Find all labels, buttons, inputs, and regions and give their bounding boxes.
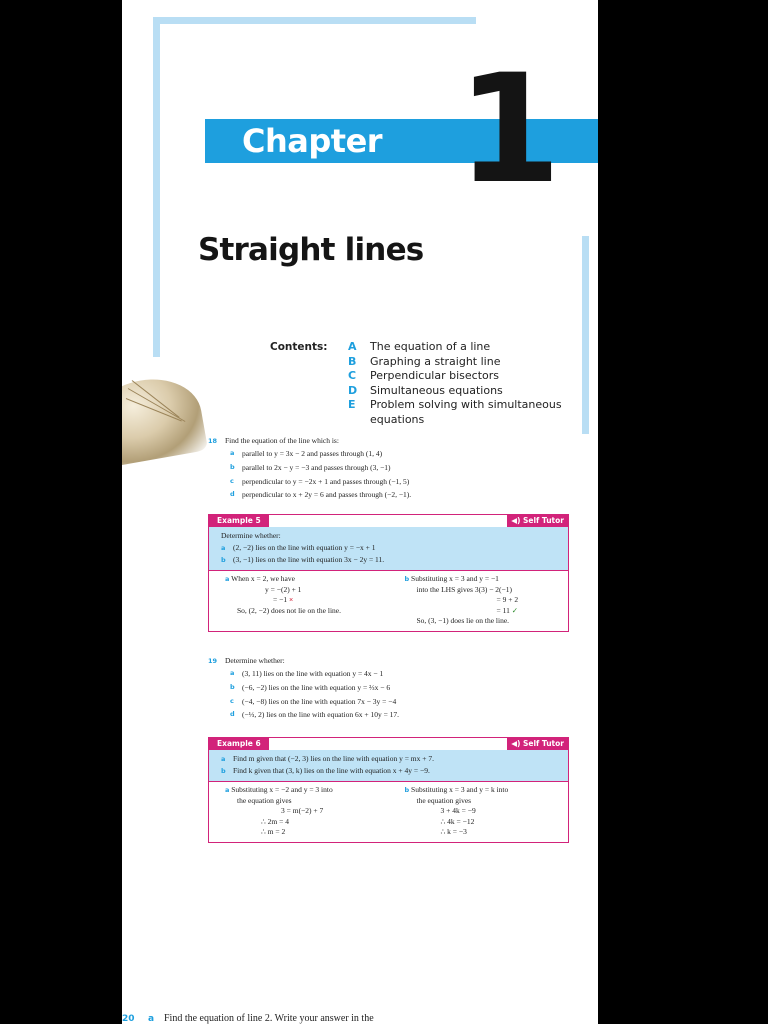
- question-part: b (−6, −2) lies on the line with equation y = ⅔x − 6: [230, 682, 391, 692]
- contents-list: [348, 340, 570, 427]
- question-part: a Find m given that (−2, 3) lies on the line with equation y = mx + 7.: [221, 754, 434, 763]
- question-number: 19: [208, 657, 218, 665]
- chapter-number: 1: [457, 43, 562, 217]
- example-solution: [209, 781, 568, 842]
- example-question: [209, 750, 568, 781]
- example-tag: Example 6: [209, 738, 269, 750]
- solution-b: b Substituting x = 3 and y = k into the equation gives 3 + 4k = −9 ∴ 4k = −12 ∴ k = −3: [404, 785, 509, 836]
- question-part: d perpendicular to x + 2y = 6 and passes through (−2, −1).: [230, 490, 412, 500]
- example-6-box: [208, 737, 569, 843]
- contents-item[interactable]: A The equation of a line: [348, 340, 491, 353]
- contents-item[interactable]: D Simultaneous equations: [348, 383, 503, 397]
- exercise-19: [208, 655, 399, 722]
- cover-frame-right: [582, 236, 589, 434]
- self-tutor-button[interactable]: ◀) Self Tutor: [507, 738, 568, 750]
- self-tutor-button[interactable]: ◀) Self Tutor: [507, 515, 568, 527]
- exercise-18: [208, 435, 411, 502]
- cover-frame-left: [153, 17, 160, 357]
- question-part: a (3, 11) lies on the line with equation y = 4x − 1: [230, 669, 384, 678]
- chapter-label: Chapter: [242, 122, 383, 160]
- solution-a: a Substituting x = −2 and y = 3 into the equation gives 3 = m(−2) + 7 ∴ 2m = 4 ∴ m = 2: [225, 785, 333, 836]
- contents-item[interactable]: B Graphing a straight line: [348, 354, 501, 368]
- right-margin: [598, 0, 768, 1024]
- exercise-20-partial: 20 a Find the equation of line 2. Write your answer in the: [122, 1013, 374, 1024]
- question-part: b (3, −1) lies on the line with equation 3x − 2y = 11.: [221, 555, 385, 564]
- question-part: d (−⅓, 2) lies on the line with equation 6x + 10y = 17.: [230, 710, 400, 720]
- question-part: b Find k given that (3, k) lies on the line with equation x + 4y = −9.: [221, 766, 430, 775]
- question-part: c (−4, −8) lies on the line with equation 7x − 3y = −4: [230, 696, 397, 706]
- question-part: b parallel to 2x − y = −3 and passes through (3, −1): [230, 462, 391, 472]
- cover-frame-top: [153, 17, 476, 24]
- shell-image: [122, 371, 208, 469]
- question-prompt: Determine whether:: [225, 656, 285, 665]
- solution-b: b Substituting x = 3 and y = −1 into the LHS gives 3(3) − 2(−1) = 9 + 2 = 11 ✓ So, (3, −1) does lie on the line.: [404, 574, 519, 625]
- contents-item[interactable]: E Problem solving with simultaneous equations: [348, 398, 562, 426]
- example-solution: [209, 570, 568, 631]
- question-part: a (2, −2) lies on the line with equation y = −x + 1: [221, 543, 376, 552]
- example-tag: Example 5: [209, 515, 269, 527]
- contents-item[interactable]: C Perpendicular bisectors: [348, 369, 500, 382]
- solution-a: a When x = 2, we have y = −(2) + 1 = −1 × So, (2, −2) does not lie on the line.: [225, 574, 342, 615]
- check-icon: ✓: [511, 605, 518, 615]
- left-margin: [0, 0, 122, 1024]
- question-part: a parallel to y = 3x − 2 and passes through (1, 4): [230, 449, 383, 458]
- question-number: 18: [208, 437, 218, 445]
- chapter-title: Straight lines: [198, 232, 424, 268]
- question-prompt: Find the equation of the line which is:: [225, 436, 339, 445]
- example-question: Determine whether: a (2, −2) lies on the line with equation y = −x + 1 b (3, −1) lies on the line with equation 3x − 2y = 11.: [209, 527, 568, 570]
- cross-icon: ×: [288, 595, 294, 604]
- example-5-box: [208, 514, 569, 632]
- document-page: [122, 0, 598, 1024]
- question-part: c perpendicular to y = −2x + 1 and passes through (−1, 5): [230, 476, 410, 486]
- contents-label: Contents:: [270, 341, 328, 353]
